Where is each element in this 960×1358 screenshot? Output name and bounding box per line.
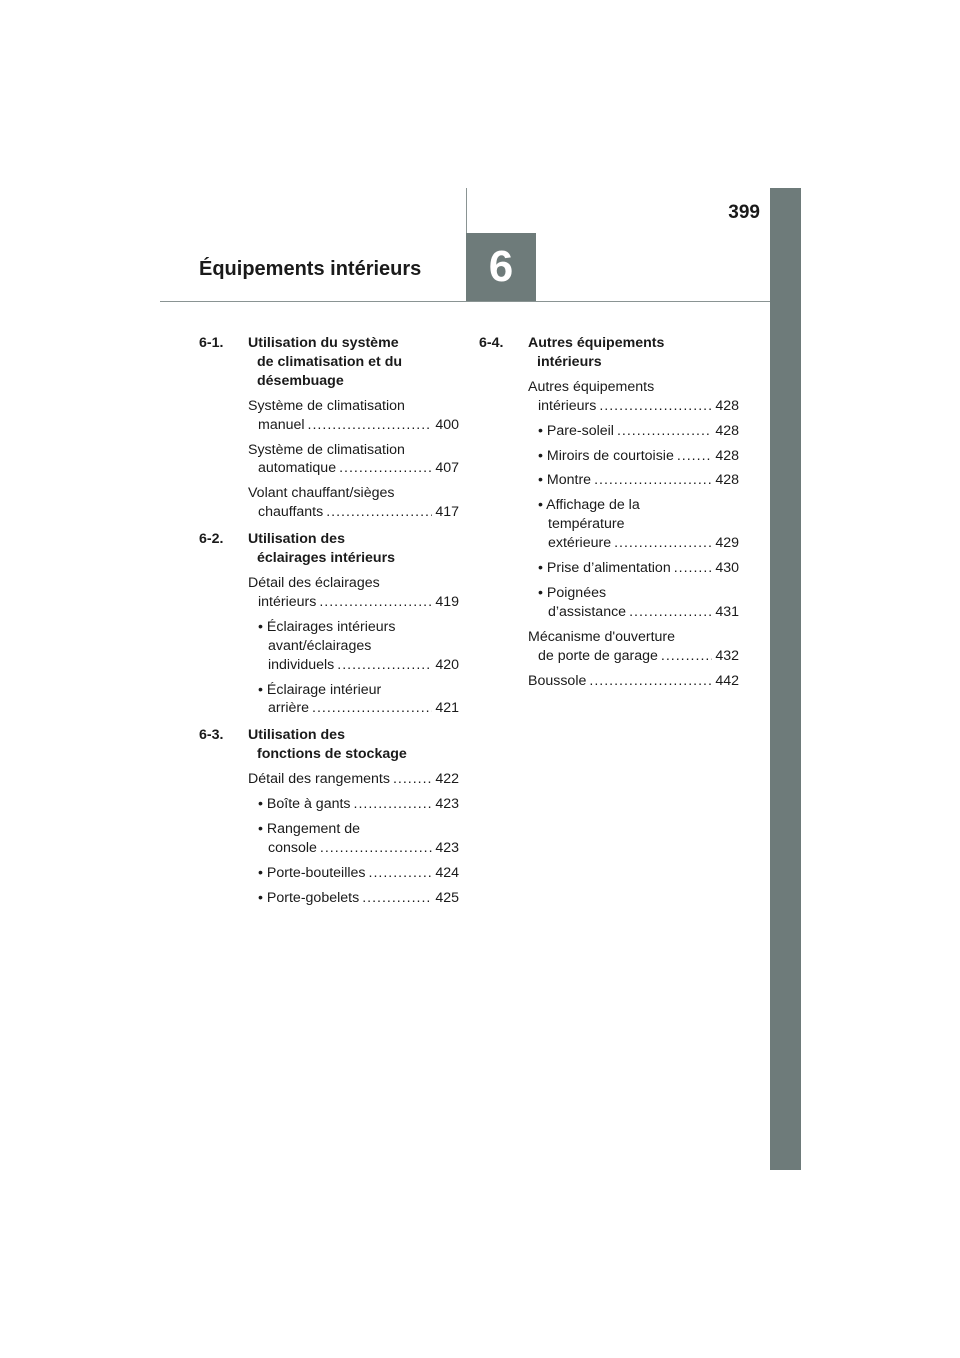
- toc-entry-text: Système de climatisation: [248, 441, 405, 458]
- toc-entry-label: arrière: [268, 700, 309, 717]
- toc-entry[interactable]: [528, 496, 739, 553]
- toc-section: [199, 530, 459, 718]
- toc-entry-text: • Affichage de la: [538, 497, 640, 514]
- dot-leader: [661, 647, 712, 666]
- section-title-line: Utilisation du système: [248, 335, 399, 351]
- page-reference[interactable]: 442: [715, 672, 739, 689]
- toc-entry[interactable]: [528, 559, 739, 578]
- section-title: [248, 334, 459, 391]
- page-reference[interactable]: 432: [715, 647, 739, 664]
- toc-entry-label: individuels: [268, 656, 335, 673]
- toc-entry-label: extérieure: [548, 535, 612, 552]
- section-title-line: intérieurs: [537, 353, 602, 370]
- dot-leader: [674, 559, 713, 578]
- toc-entry-label: manuel: [258, 416, 305, 433]
- toc-entry[interactable]: [528, 447, 739, 466]
- toc-entry-text: Détail des éclairages: [248, 574, 380, 591]
- toc-entry-text: • Poignées: [538, 584, 607, 601]
- toc-entry-label: • Boîte à gants: [258, 796, 351, 813]
- dot-leader: [629, 603, 712, 622]
- page-reference[interactable]: 424: [435, 864, 459, 881]
- dot-leader: [319, 593, 432, 612]
- chapter-side-tab: [770, 188, 801, 1170]
- dot-leader: [594, 471, 712, 490]
- toc-entry[interactable]: [248, 484, 459, 522]
- toc-entry[interactable]: [528, 471, 739, 490]
- page-reference[interactable]: 420: [435, 656, 459, 673]
- page-reference[interactable]: 419: [435, 593, 459, 610]
- header-divider-vertical: [466, 188, 467, 234]
- toc-entry[interactable]: [248, 770, 459, 789]
- page-reference[interactable]: 422: [435, 771, 459, 788]
- dot-leader: [308, 416, 433, 435]
- toc-section: [199, 334, 459, 522]
- toc-entry-label: automatique: [258, 460, 337, 477]
- toc-column-right: [479, 334, 739, 699]
- section-number: 6-3.: [199, 727, 224, 744]
- toc-entry-row[interactable]: [248, 770, 459, 789]
- toc-entry-row[interactable]: [528, 603, 739, 622]
- toc-column-left: [199, 334, 459, 916]
- toc-entry-row[interactable]: [248, 656, 459, 675]
- dot-leader: [369, 864, 433, 883]
- toc-entry-label: de porte de garage: [538, 647, 658, 664]
- toc-entry[interactable]: [248, 795, 459, 814]
- toc-entry-label: console: [268, 839, 317, 856]
- toc-entry-label: Détail des rangements: [248, 771, 390, 788]
- toc-entry-row[interactable]: [528, 471, 739, 490]
- page-reference[interactable]: 407: [435, 460, 459, 477]
- toc-entry-text: • Éclairage intérieur: [258, 681, 382, 698]
- toc-entry[interactable]: [248, 820, 459, 858]
- header-rule: [160, 301, 770, 302]
- section-heading: [199, 726, 459, 764]
- toc-entry[interactable]: [248, 864, 459, 883]
- toc-entry-row[interactable]: [528, 672, 739, 691]
- section-title-line: Autres équipements: [528, 335, 665, 351]
- dot-leader: [393, 770, 432, 789]
- toc-entry-text: Système de climatisation: [248, 397, 405, 414]
- page-reference[interactable]: 428: [715, 472, 739, 489]
- toc-entry[interactable]: [528, 584, 739, 622]
- toc-entry-row[interactable]: [248, 459, 459, 478]
- toc-entry-text: avant/éclairages: [268, 637, 372, 654]
- section-title: [528, 334, 739, 372]
- section-number: 6-1.: [199, 335, 224, 351]
- section-heading: [479, 334, 739, 372]
- toc-entry-label: d’assistance: [548, 603, 627, 620]
- section-title-line: Utilisation des: [248, 727, 345, 744]
- toc-entry-text: • Éclairages intérieurs: [258, 618, 396, 635]
- toc-entry[interactable]: [248, 618, 459, 675]
- section-title-line: fonctions de stockage: [257, 746, 407, 763]
- toc-section: [479, 334, 739, 691]
- page-reference[interactable]: 428: [715, 422, 739, 439]
- toc-entry-row[interactable]: [528, 447, 739, 466]
- dot-leader: [320, 839, 432, 858]
- dot-leader: [677, 447, 712, 466]
- toc-entry-row[interactable]: [248, 795, 459, 814]
- toc-entry-row[interactable]: [248, 839, 459, 858]
- dot-leader: [599, 397, 712, 416]
- toc-entry-row[interactable]: [248, 416, 459, 435]
- toc-entry-row[interactable]: [248, 889, 459, 908]
- dot-leader: [614, 534, 712, 553]
- section-number: 6-2.: [199, 531, 224, 548]
- toc-entry-label: Boussole: [528, 672, 587, 689]
- section-title-line: Utilisation des: [248, 531, 345, 548]
- dot-leader: [617, 422, 712, 441]
- toc-entry[interactable]: [528, 672, 739, 691]
- section-number: 6-4.: [479, 335, 504, 351]
- toc-entry[interactable]: [248, 441, 459, 479]
- page-reference[interactable]: 423: [435, 839, 459, 856]
- toc-entry-row[interactable]: [528, 422, 739, 441]
- page-reference[interactable]: 431: [715, 603, 739, 620]
- toc-entry-label: • Miroirs de courtoisie: [538, 447, 674, 464]
- page-reference[interactable]: 400: [435, 416, 459, 433]
- section-heading: [199, 530, 459, 568]
- page-number: 399: [728, 202, 760, 223]
- page-reference[interactable]: 430: [715, 560, 739, 577]
- section-title-line: désembuage: [257, 372, 344, 389]
- toc-entry-text: Volant chauffant/sièges: [248, 485, 395, 502]
- page-reference[interactable]: 423: [435, 796, 459, 813]
- toc-entry-text: • Rangement de: [258, 820, 360, 837]
- toc-entry-row[interactable]: [248, 503, 459, 522]
- section-title: [248, 726, 459, 764]
- chapter-number-box: [466, 233, 536, 301]
- toc-entry-text: Mécanisme d'ouverture: [528, 628, 676, 645]
- toc-entry-row[interactable]: [528, 559, 739, 578]
- toc-entry-label: • Porte-bouteilles: [258, 864, 366, 881]
- toc-entry-label: intérieurs: [258, 593, 317, 610]
- toc-entry-text: température: [548, 516, 625, 533]
- toc-entry-row[interactable]: [248, 699, 459, 718]
- toc-entry-label: • Montre: [538, 472, 592, 489]
- dot-leader: [337, 656, 432, 675]
- toc-entry-row[interactable]: [528, 534, 739, 553]
- dot-leader: [589, 672, 712, 691]
- toc-entry-row[interactable]: [248, 593, 459, 612]
- dot-leader: [312, 699, 432, 718]
- toc-entry-text: Autres équipements: [528, 378, 655, 395]
- section-title-line: éclairages intérieurs: [257, 550, 396, 567]
- section-title: [248, 530, 459, 568]
- page-reference[interactable]: 421: [435, 700, 459, 717]
- chapter-number: 6: [488, 242, 514, 291]
- toc-entry[interactable]: [528, 422, 739, 441]
- section-heading: [199, 334, 459, 391]
- toc-entry-row[interactable]: [528, 397, 739, 416]
- dot-leader: [339, 459, 432, 478]
- page-reference[interactable]: 428: [715, 447, 739, 464]
- toc-section: [199, 726, 459, 907]
- toc-entry-label: • Porte-gobelets: [258, 889, 360, 906]
- toc-entry[interactable]: [528, 628, 739, 666]
- toc-entry-label: • Pare-soleil: [538, 422, 614, 439]
- dot-leader: [326, 503, 432, 522]
- page-reference[interactable]: 429: [715, 535, 739, 552]
- page-reference[interactable]: 428: [715, 397, 739, 414]
- toc-entry-label: chauffants: [258, 504, 324, 521]
- page-reference[interactable]: 425: [435, 889, 459, 906]
- page-reference[interactable]: 417: [435, 504, 459, 521]
- toc-entry-label: intérieurs: [538, 397, 597, 414]
- toc-entry[interactable]: [248, 889, 459, 908]
- section-title-line: de climatisation et du: [257, 353, 403, 370]
- toc-entry-row[interactable]: [248, 864, 459, 883]
- toc-entry-row[interactable]: [528, 647, 739, 666]
- dot-leader: [362, 889, 432, 908]
- chapter-title: Équipements intérieurs: [199, 258, 422, 280]
- toc-entry[interactable]: [248, 681, 459, 719]
- toc-entry[interactable]: [248, 397, 459, 435]
- toc-entry-label: • Prise d’alimentation: [538, 560, 671, 577]
- toc-entry[interactable]: [528, 378, 739, 416]
- toc-entry[interactable]: [248, 574, 459, 612]
- dot-leader: [354, 795, 433, 814]
